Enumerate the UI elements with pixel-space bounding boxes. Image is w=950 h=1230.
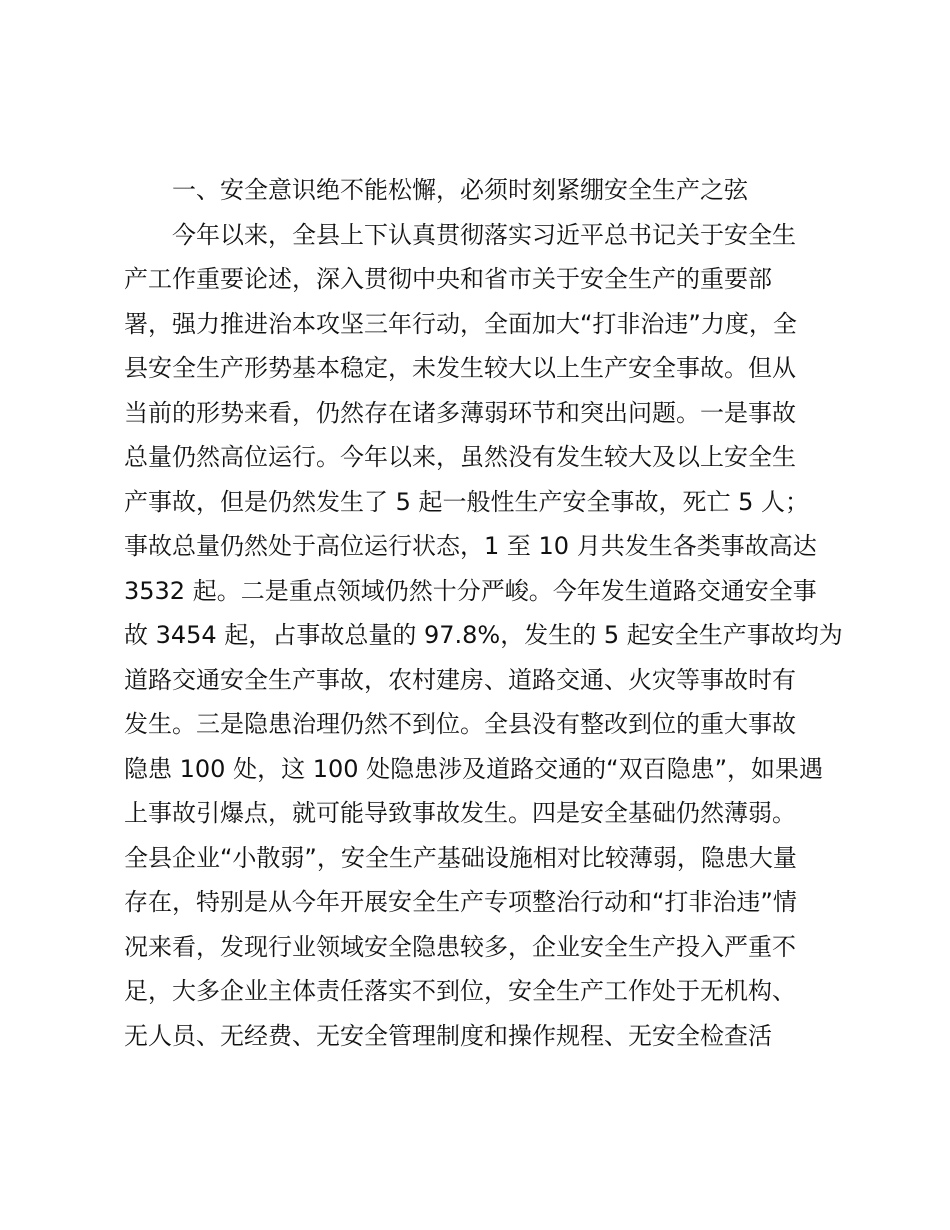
paragraph-line: 无人员、无经费、无安全管理制度和操作规程、无安全检查活 (124, 1021, 772, 1050)
paragraph-line: 今年以来，全县上下认真贯彻落实习近平总书记关于安全生 (172, 220, 796, 249)
paragraph-line: 总量仍然高位运行。今年以来，虽然没有发生较大及以上安全生 (124, 443, 796, 471)
paragraph-line: 存在，特别是从今年开展安全生产专项整治行动和“打非治违”情 (124, 888, 797, 916)
paragraph-line: 署，强力推进治本攻坚三年行动，全面加大“打非治违”力度，全 (124, 309, 797, 338)
paragraph-line: 产工作重要论述，深入贯彻中央和省市关于安全生产的重要部 (124, 265, 772, 293)
paragraph-line: 产事故，但是仍然发生了 5 起一般性生产安全事故，死亡 5 人； (124, 487, 810, 516)
paragraph-line: 当前的形势来看，仍然存在诸多薄弱环节和突出问题。一是事故 (124, 398, 796, 427)
paragraph-line: 况来看，发现行业领域安全隐患较多，企业安全生产投入严重不 (124, 932, 796, 961)
paragraph-line: 足，大多企业主体责任落实不到位，安全生产工作处于无机构、 (124, 977, 796, 1005)
paragraph-line: 上事故引爆点，就可能导致事故发生。四是安全基础仍然薄弱。 (124, 799, 796, 827)
paragraph-line: 县安全生产形势基本稳定，未发生较大以上生产安全事故。但从 (124, 354, 796, 382)
paragraph-line: 事故总量仍然处于高位运行状态，1 至 10 月共发生各类事故高达 (124, 532, 817, 560)
document-body (124, 168, 844, 1058)
paragraph-line: 道路交通安全生产事故，农村建房、道路交通、火灾等事故时有 (124, 665, 796, 694)
paragraph-line: 全县企业“小散弱”，安全生产基础设施相对比较薄弱，隐患大量 (124, 843, 797, 872)
paragraph-line: 3532 起。二是重点领域仍然十分严峻。今年发生道路交通安全事 (124, 576, 817, 605)
paragraph-line: 故 3454 起，占事故总量的 97.8%，发生的 5 起安全生产事故均为 (124, 621, 843, 649)
paragraph-line: 隐患 100 处，这 100 处隐患涉及道路交通的“双百隐患”，如果遇 (124, 754, 823, 783)
paragraph-line: 发生。三是隐患治理仍然不到位。全县没有整改到位的重大事故 (124, 710, 796, 738)
section-heading: 一、安全意识绝不能松懈，必须时刻紧绷安全生产之弦 (172, 176, 748, 204)
